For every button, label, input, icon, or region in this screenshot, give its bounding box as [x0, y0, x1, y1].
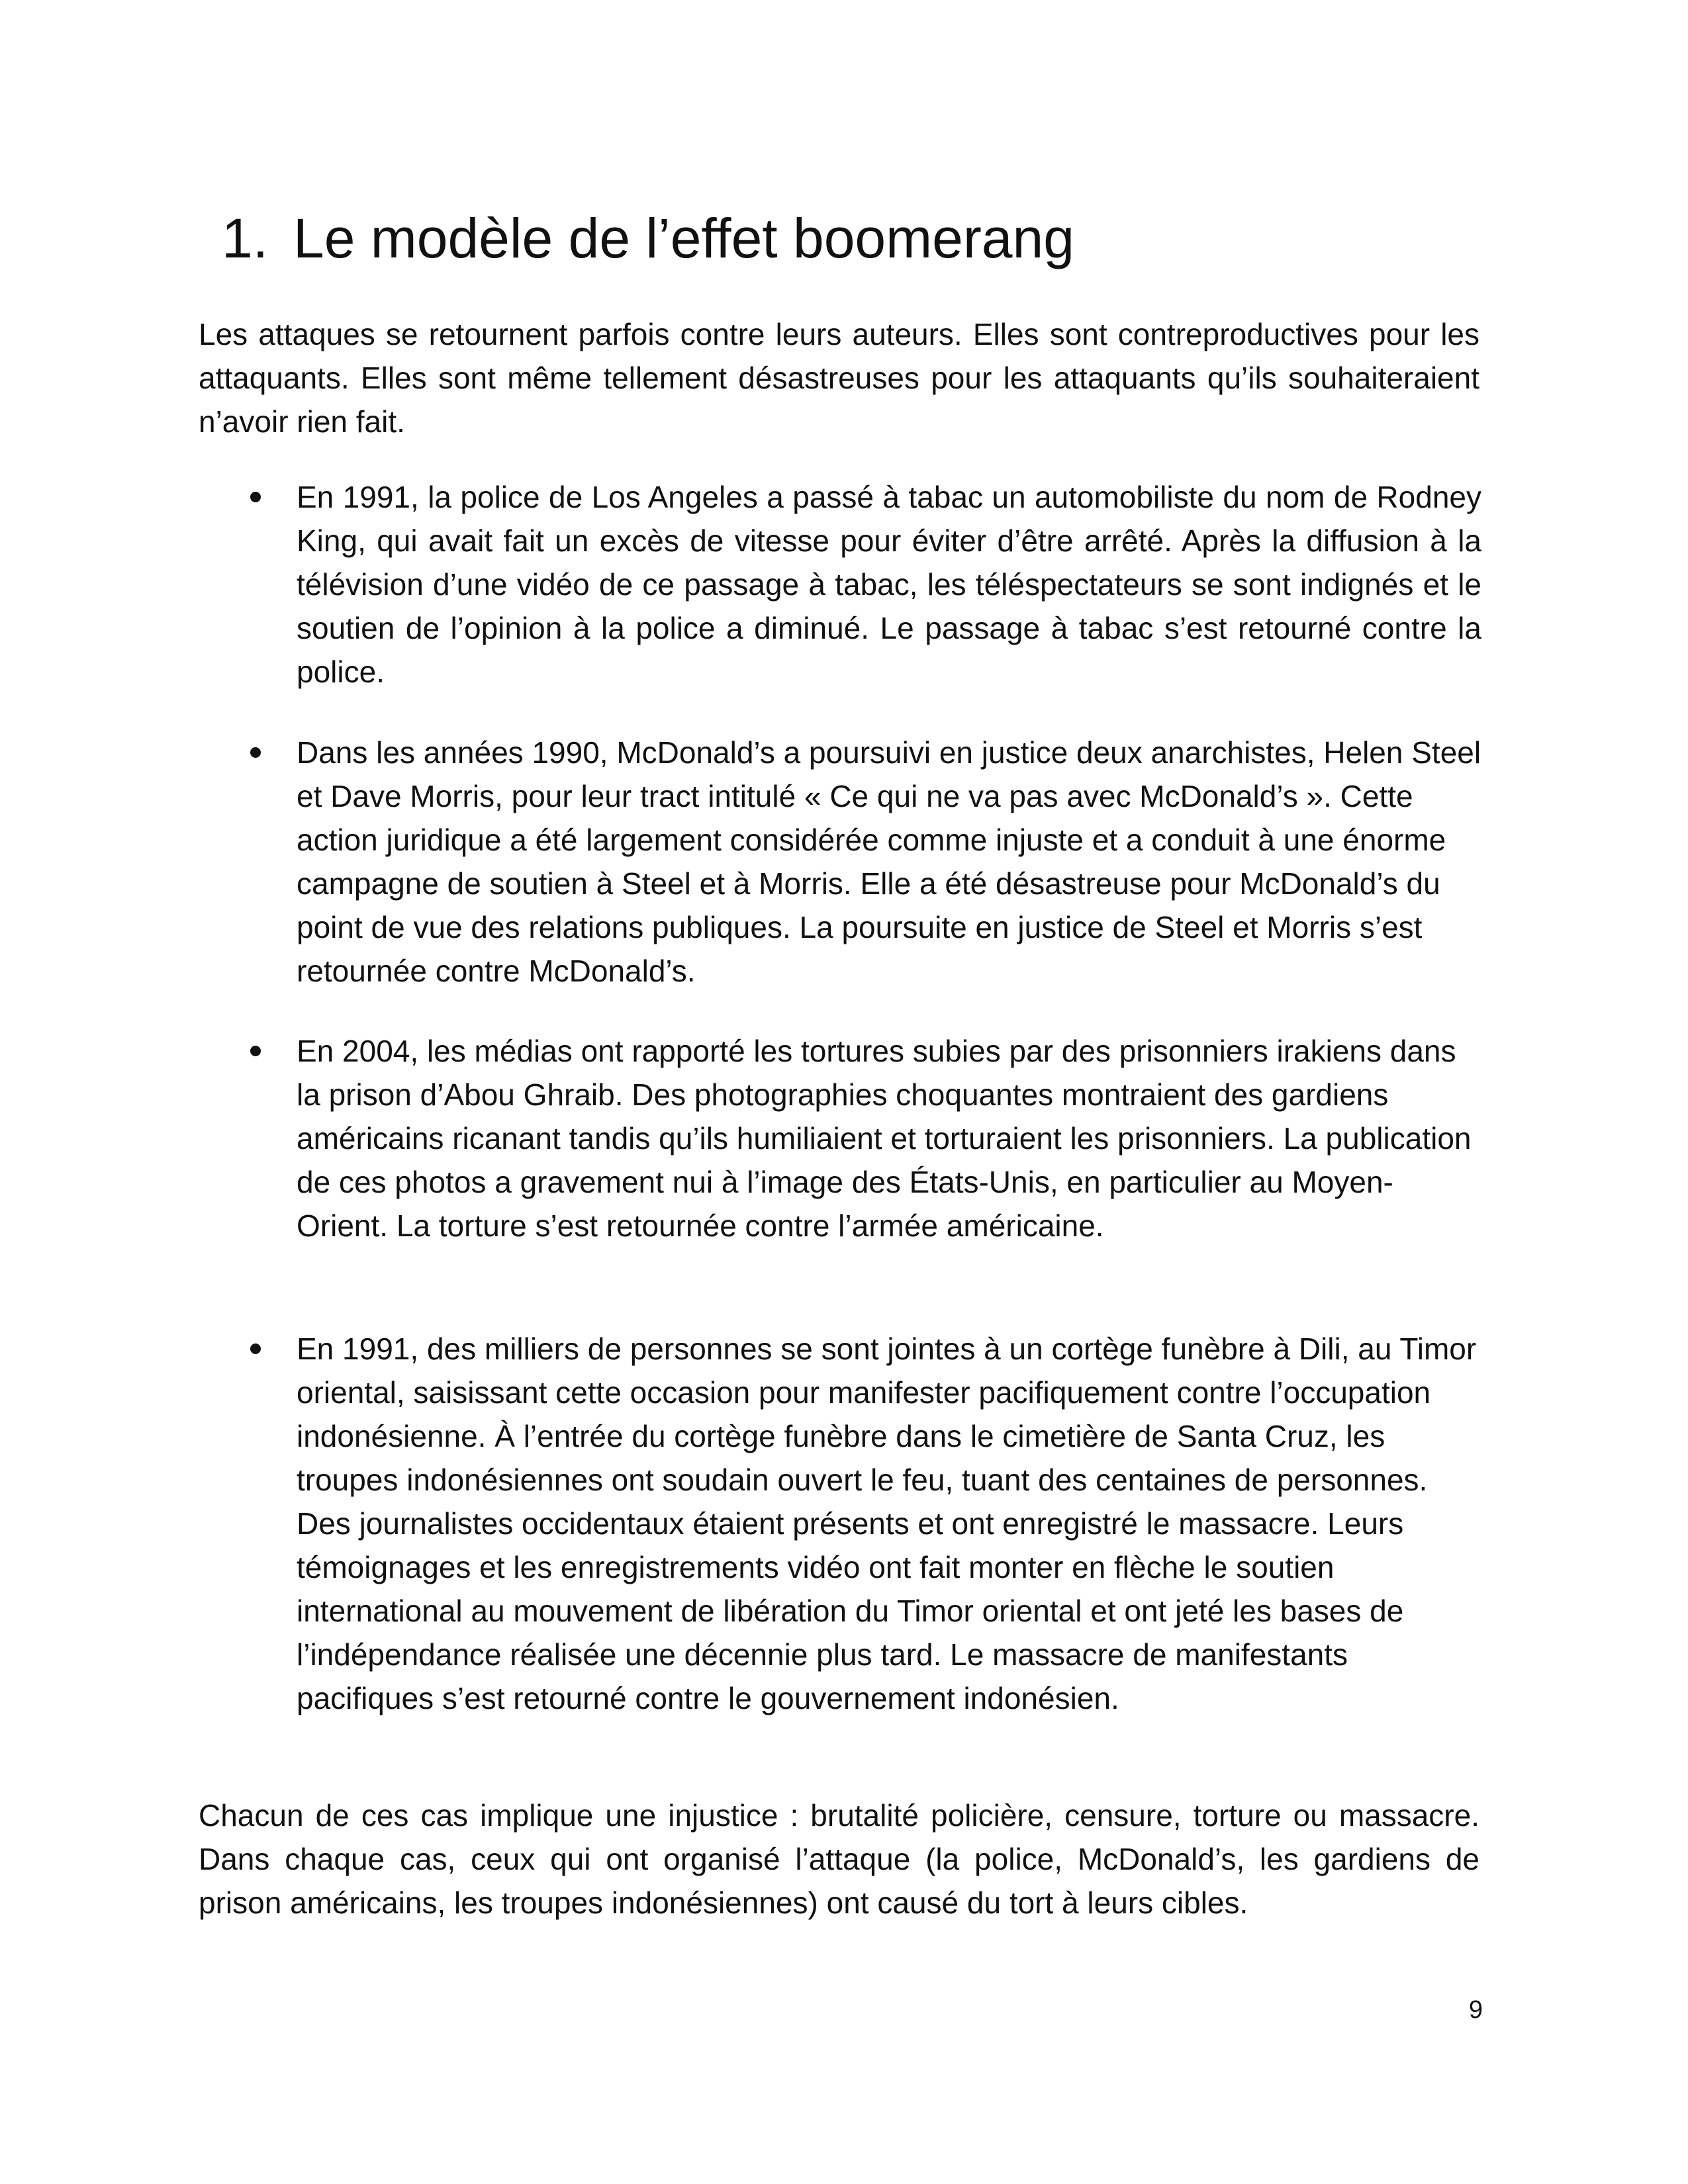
- list-item-text: En 1991, la police de Los Angeles a passé à tabac un automobiliste du nom de Rodney King, qui avait fait un excès de vitesse pour éviter d’être arrêté. Après la diffusion à la télévision d’une vidéo de ce passage à tabac, les téléspectateurs se sont indignés et le soutien de l’opinion à la police a diminué. Le passage à tabac s’est retourné contre la police.: [297, 480, 1481, 689]
- list-item: [297, 1327, 1481, 1720]
- section-title: Le modèle de l’effet boomerang: [293, 207, 1074, 269]
- page-number: 9: [1468, 1996, 1483, 2024]
- list-item: [297, 1029, 1481, 1248]
- list-item-text: En 2004, les médias ont rapporté les tortures subies par des prisonniers irakiens dans la prison d’Abou Ghraib. Des photographies choquantes montraient des gardiens américains ricanant tandis qu’ils humiliaient et torturaient les prisonniers. La publication de ces photos a gravement nui à l’image des États-Unis, en particulier au Moyen-Orient. La torture s’est retournée contre l’armée américaine.: [297, 1034, 1472, 1243]
- list-item: [297, 731, 1481, 993]
- section-heading: [222, 202, 1074, 275]
- list-item-text: Dans les années 1990, McDonald’s a poursuivi en justice deux anarchistes, Helen Steel et Dave Morris, pour leur tract intitulé « Ce qui ne va pas avec McDonald’s ». Cette action juridique a été largement considérée comme injuste et a conduit à une énorme campagne de soutien à Steel et à Morris. Elle a été désastreuse pour McDonald’s du point de vue des relations publiques. La poursuite en justice de Steel et Morris s’est retournée contre McDonald’s.: [297, 735, 1481, 988]
- section-number: 1.: [222, 207, 269, 269]
- bullet-icon: [250, 747, 261, 758]
- bullet-icon: [250, 1046, 261, 1056]
- intro-paragraph: Les attaques se retournent parfois contre leurs auteurs. Elles sont contreproductives pour les attaquants. Elles sont même tellement désastreuses pour les attaquants qu’ils souhaiteraient n’avoir rien fait.: [199, 317, 1479, 439]
- list-item-text: En 1991, des milliers de personnes se sont jointes à un cortège funèbre à Dili, au Timor oriental, saisissant cette occasion pour manifester pacifiquement contre l’occupation indonésienne. À l’entrée du cortège funèbre dans le cimetière de Santa Cruz, les troupes indonésiennes ont soudain ouvert le feu, tuant des centaines de personnes. Des journalistes occidentaux étaient présents et ont enregistré le massacre. Leurs témoignages et les enregistrements vidéo ont fait monter en flèche le soutien international au mouvement de libération du Timor oriental et ont jeté les bases de l’indépendance réalisée une décennie plus tard. Le massacre de manifestants pacifiques s’est retourné contre le gouvernement indonésien.: [297, 1332, 1477, 1715]
- bullet-icon: [250, 492, 261, 502]
- list-item: [297, 475, 1481, 694]
- conclusion-paragraph: Chacun de ces cas implique une injustice : brutalité policière, censure, torture ou massacre. Dans chaque cas, ceux qui ont organisé l’attaque (la police, McDonald’s, les gardiens de prison américains, les troupes indonésiennes) ont causé du tort à leurs cibles.: [199, 1798, 1479, 1920]
- bullet-icon: [250, 1343, 261, 1354]
